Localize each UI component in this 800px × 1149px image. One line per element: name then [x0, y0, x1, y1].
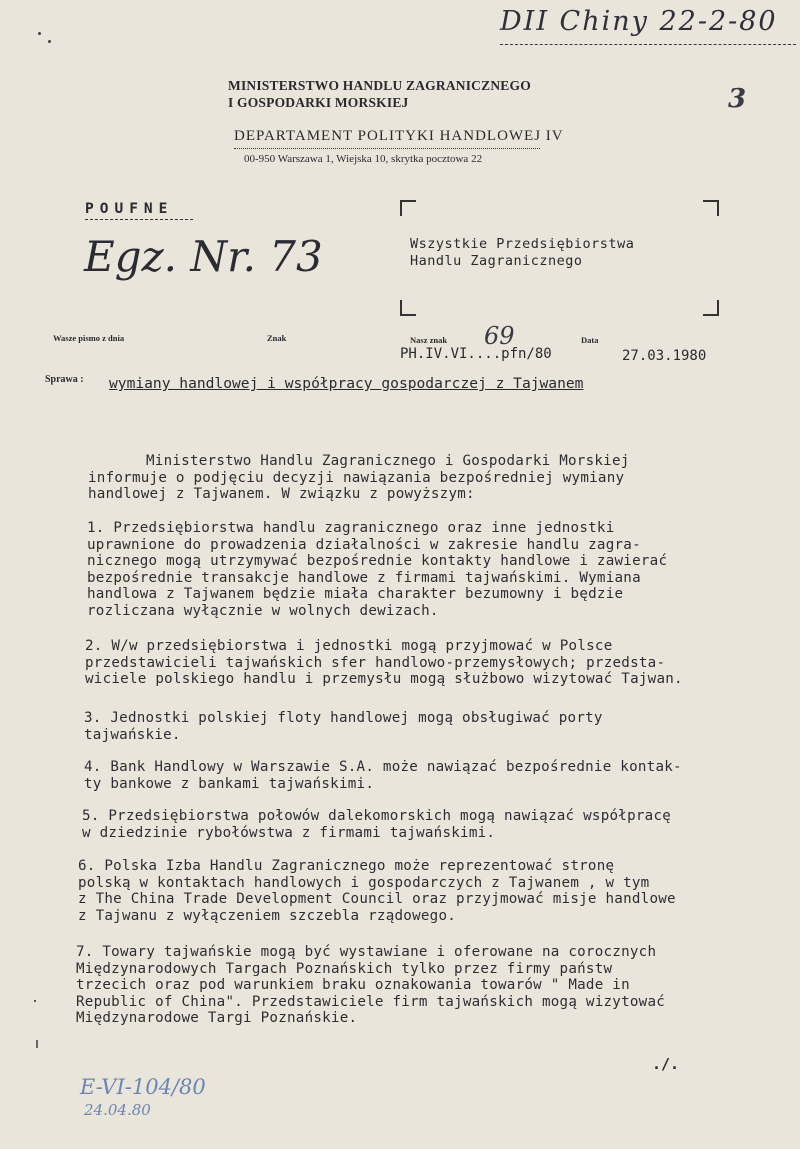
label-mark: Znak: [267, 333, 287, 343]
point-line: 7. Towary tajwańskie mogą być wystawiane i oferowane na corocznych: [76, 944, 657, 960]
point-3: [84, 710, 603, 743]
point-line: 2. W/w przedsiębiorstwa i jednostki mogą przyjmować w Polsce: [85, 638, 613, 654]
point-7: [76, 944, 665, 1027]
recipient-line1: Wszystkie Przedsiębiorstwa: [410, 236, 635, 252]
point-2: [85, 638, 683, 688]
classification-label: POUFNE: [85, 201, 174, 217]
point-line: polską w kontaktach handlowych i gospodarczych z Tajwanem , w tym: [78, 874, 650, 891]
label-our-mark: Nasz znak: [410, 335, 448, 345]
point-line: w dziedzinie rybołówstwa z firmami tajwańskimi.: [82, 824, 496, 841]
point-line: rozliczana wyłącznie w wolnych dewizach.: [87, 602, 439, 619]
subject-text: wymiany handlowej i współpracy gospodarczej z Tajwanem: [109, 375, 584, 392]
point-line: 3. Jednostki polskiej floty handlowej mogą obsługiwać porty: [84, 710, 603, 726]
point-line: trzecich oraz pod warunkiem braku oznakowania towarów " Made in: [76, 977, 630, 994]
point-line: bezpośrednie transakcje handlowe z firmami tajwańskimi. Wymiana: [87, 569, 641, 586]
point-1: [87, 520, 667, 620]
margin-mark: [34, 1000, 36, 1002]
point-line: 5. Przedsiębiorstwa połowów dalekomorskich mogą nawiązać współpracę: [82, 808, 672, 824]
recipient-line2: Handlu Zagranicznego: [410, 253, 583, 269]
address-corner-top-left: [400, 200, 416, 216]
point-line: z The China Trade Development Council oraz przyjmować misje handlowe: [78, 891, 676, 908]
department-name: DEPARTAMENT POLITYKI HANDLOWEJ IV: [234, 128, 564, 144]
point-line: tajwańskie.: [84, 726, 181, 743]
point-line: 1. Przedsiębiorstwa handlu zagranicznego oraz inne jednostki: [87, 520, 615, 536]
handwritten-archive-reference: DII Chiny 22-2-80: [500, 6, 778, 37]
point-5: [82, 808, 671, 841]
margin-mark: [36, 1040, 38, 1048]
handwritten-copy-number: Egz. Nr. 73: [84, 232, 323, 281]
point-line: 6. Polska Izba Handlu Zagranicznego może reprezentować stronę: [78, 858, 615, 874]
date-value: 27.03.1980: [622, 348, 707, 364]
subject-label: Sprawa :: [45, 374, 84, 385]
point-line: nicznego mogą utrzymywać bezpośrednie kontakty handlowe i zawierać: [87, 553, 668, 570]
page-number: 3: [728, 84, 747, 114]
intro-line: Ministerstwo Handlu Zagranicznego i Gospodarki Morskiej: [146, 453, 630, 469]
point-line: przedstawicieli tajwańskich sfer handlowo-przemysłowych; przedsta-: [85, 654, 666, 671]
point-4: [84, 759, 682, 792]
label-date: Data: [581, 335, 599, 345]
handwritten-underline: [500, 44, 796, 45]
archive-stamp-date: 24.04.80: [84, 1101, 151, 1119]
point-line: wiciele polskiego handlu i przemysłu mogą służbowo wizytować Tajwan.: [85, 671, 683, 688]
label-your-letter: Wasze pismo z dnia: [53, 333, 125, 343]
address-corner-bottom-left: [400, 300, 416, 316]
ministry-name-line2: I GOSPODARKI MORSKIEJ: [228, 95, 409, 110]
point-line: handlowa z Tajwanem będzie miała charakter bezumowny i będzie: [87, 586, 624, 603]
ministry-address: 00-950 Warszawa 1, Wiejska 10, skrytka pocztowa 22: [244, 153, 483, 165]
point-line: uprawnione do prowadzenia działalności w zakresie handlu zagra-: [87, 536, 641, 553]
our-mark-value: PH.IV.VI....pfn/80: [400, 346, 552, 362]
point-line: Międzynarodowych Targach Poznańskich tylko przez firmy państw: [76, 960, 613, 977]
archive-stamp-reference: E-VI-104/80: [80, 1075, 206, 1099]
point-line: Międzynarodowe Targi Poznańskie.: [76, 1010, 358, 1027]
intro-paragraph: [88, 453, 630, 503]
margin-mark: [38, 32, 41, 35]
point-line: z Tajwanu z wyłączeniem szczebla rządowego.: [78, 907, 457, 924]
ministry-name-line1: MINISTERSTWO HANDLU ZAGRANICZNEGO: [228, 78, 531, 93]
point-line: ty bankowe z bankami tajwańskimi.: [84, 775, 375, 792]
department-underline: [234, 148, 540, 149]
intro-line: handlowej z Tajwanem. W związku z powyższym:: [88, 486, 475, 503]
point-6: [78, 858, 676, 924]
margin-mark: [48, 40, 51, 43]
point-line: 4. Bank Handlowy w Warszawie S.A. może nawiązać bezpośrednie kontak-: [84, 759, 682, 775]
classification-underline: [85, 219, 193, 220]
page-continuation-mark: ./.: [652, 1055, 680, 1073]
address-corner-bottom-right: [703, 300, 719, 316]
address-corner-top-right: [703, 200, 719, 216]
intro-line: informuje o podjęciu decyzji nawiązania bezpośredniej wymiany: [88, 469, 625, 486]
handwritten-registry-number: 69: [484, 322, 515, 350]
point-line: Republic of China". Przedstawiciele firm tajwańskich mogą wizytować: [76, 993, 666, 1010]
